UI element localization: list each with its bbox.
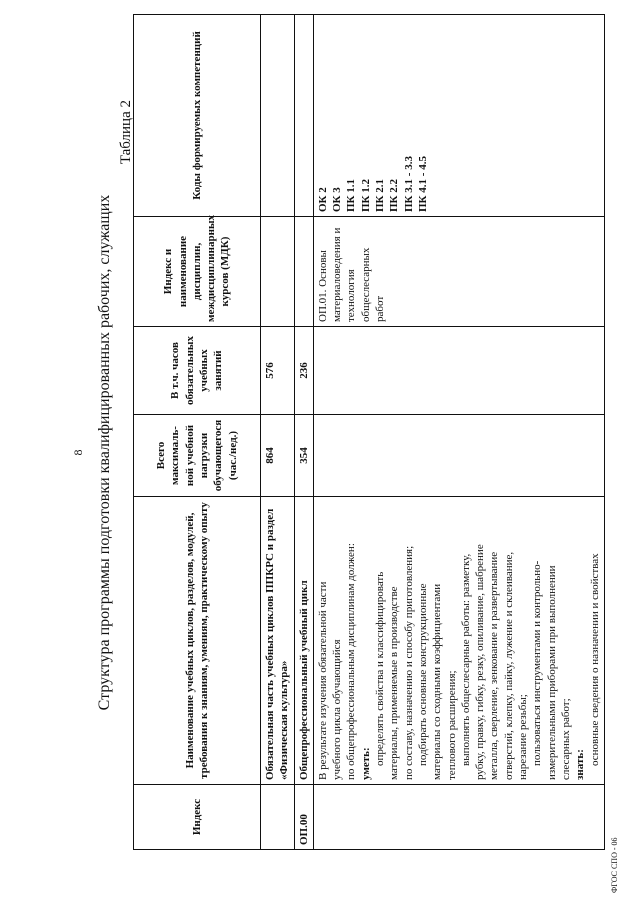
competency-code: ПК 1.1 [345, 178, 358, 212]
requirements-line: по составу, назначению и способу приготовления; [402, 545, 415, 780]
requirements-line: подбирать основные конструкционные [416, 583, 429, 766]
requirements-line: рубку, правку, гибку, резку, опиливание, шабрение [474, 544, 487, 780]
page-number: 8 [71, 449, 85, 456]
table-header-row [134, 15, 261, 850]
table-row-cycle [294, 15, 313, 850]
cell-mandatory-hours: 236 [294, 327, 313, 415]
cell-index: ОП.00 [294, 785, 313, 850]
requirements-line: теплового расширения; [445, 670, 458, 780]
cell-disciplines [261, 217, 295, 327]
requirements-line: нарезание резьбы; [517, 694, 530, 780]
cell-max-load: 864 [261, 415, 295, 497]
table-row-required-part [261, 15, 295, 850]
competency-code: ОК 2 [316, 187, 329, 212]
cell-max-load [313, 415, 604, 497]
header-name: Наименование учебных циклов, разделов, модулей, требования к знаниям, умениям, практическому опыту [134, 497, 261, 785]
competency-code: ПК 4.1 - 4.5 [416, 156, 429, 212]
requirements-line: определять свойства и классифицировать [374, 571, 387, 766]
footer-standard-code: ФГОС СПО - 06 [610, 837, 619, 893]
requirements-line: В результате изучения обязательной части [316, 581, 329, 780]
cell-name: Общепрофессиональный учебный цикл [294, 497, 313, 785]
cell-codes [261, 15, 295, 217]
requirements-line: отверстий, клепку, пайку, лужение и склеивание, [502, 551, 515, 780]
header-disciplines: Индекс и наименование дисциплин, междисциплинарных курсов (МДК) [134, 217, 261, 327]
cell-discipline-name: ОП.01. Основы материаловедения и технология общеслесарных работ [313, 217, 604, 327]
cell-competency-codes [313, 15, 604, 217]
requirements-line: основные сведения о назначении и свойствах [588, 553, 601, 766]
competency-code: ПК 1.2 [359, 178, 372, 212]
header-mandatory-hours: В т.ч. часов обязательных учебных занятий [134, 327, 261, 415]
table-label: Таблица 2 [118, 100, 134, 165]
cell-mandatory-hours: 576 [261, 327, 295, 415]
requirements-line: слесарных работ; [559, 698, 572, 780]
requirements-line: материалы со сходными коэффициентами [431, 583, 444, 780]
header-max-load: Всего максималь-ной учебной нагрузки обучающегося (час./нед.) [134, 415, 261, 497]
competency-code: ПК 2.1 [374, 178, 387, 212]
requirements-line: металла, сверление, зенкование и развертывание [488, 551, 501, 780]
competency-code: ПК 2.2 [388, 178, 401, 212]
competency-code: ПК 3.1 - 3.3 [402, 156, 415, 212]
document-title: Структура программы подготовки квалифицированных рабочих, служащих [96, 194, 113, 711]
requirements-line: выполнять общеслесарные работы: разметку, [459, 553, 472, 766]
requirements-line: по общепрофессиональным дисциплинам должен: [345, 543, 358, 780]
cell-index [313, 785, 604, 850]
requirements-line: измерительными приборами при выполнении [545, 565, 558, 780]
cell-index [261, 785, 295, 850]
cell-disciplines [294, 217, 313, 327]
cell-requirements [313, 497, 604, 785]
requirements-line: учебного цикла обучающийся [331, 639, 344, 780]
header-competency-codes: Коды формируемых компетенций [134, 15, 261, 217]
table-row-discipline [313, 15, 604, 850]
cell-codes [294, 15, 313, 217]
competency-code: ОК 3 [331, 187, 344, 212]
requirements-line: пользоваться инструментами и контрольно- [531, 560, 544, 766]
cell-name: Обязательная часть учебных циклов ППКРС и раздел «Физическая культура» [261, 497, 295, 785]
skills-heading: уметь: [359, 747, 372, 780]
requirements-line: материалы, применяемые в производстве [388, 586, 401, 780]
cell-max-load: 354 [294, 415, 313, 497]
header-index: Индекс [134, 785, 261, 850]
cell-mandatory-hours [313, 327, 604, 415]
curriculum-table [133, 14, 605, 850]
knowledge-heading: знать: [574, 749, 587, 780]
